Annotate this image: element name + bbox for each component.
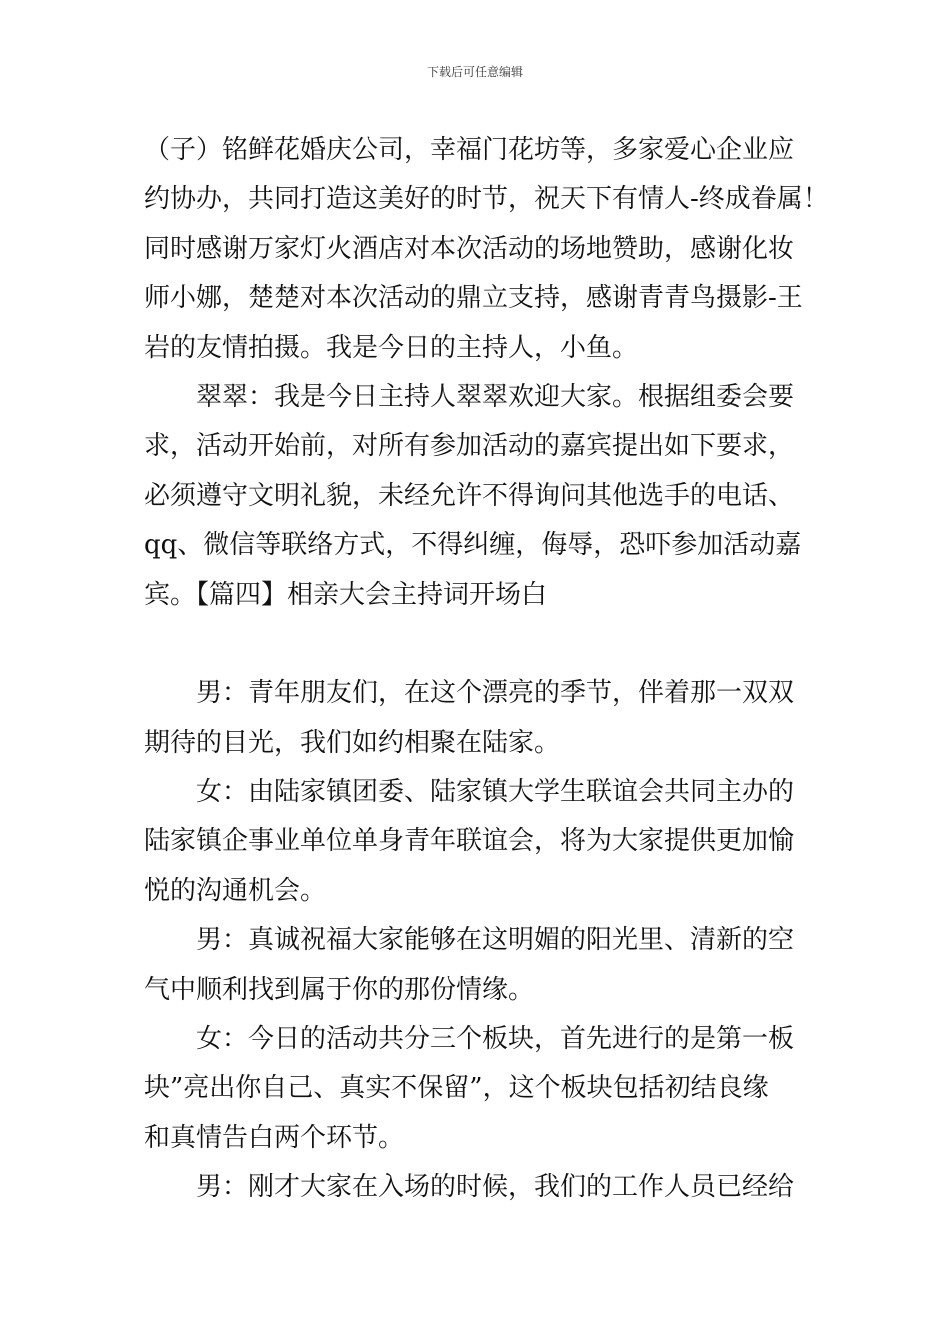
text-line: 男：真诚祝福大家能够在这明媚的阳光里、清新的空: [144, 925, 795, 956]
document-body: [144, 126, 829, 1213]
text-line: 气中顺利找到属于你的那份情缘。: [144, 974, 535, 1005]
text-line: 期待的目光，我们如约相聚在陆家。: [144, 727, 561, 758]
text-line: 女：今日的活动共分三个板块，首先进行的是第一板: [144, 1024, 795, 1055]
text-line: 必须遵守文明礼貌，未经允许不得询问其他选手的电话、: [144, 480, 795, 511]
text-line: 岩的友情拍摄。我是今日的主持人，小鱼。: [144, 332, 639, 363]
text-line: 男：青年朋友们，在这个漂亮的季节，伴着那一双双: [144, 678, 795, 709]
blank-line: [144, 620, 812, 669]
text-line: 陆家镇企事业单位单身青年联谊会，将为大家提供更加愉: [144, 826, 795, 857]
text-line: 翠翠：我是今日主持人翠翠欢迎大家。根据组委会要: [144, 381, 795, 412]
text-line: 同时感谢万家灯火酒店对本次活动的场地赞助，感谢化妆: [144, 233, 795, 264]
text-line: qq、微信等联络方式，不得纠缠，侮辱，恐吓参加活动嘉: [144, 530, 802, 561]
text-line: 块”亮出你自己、真实不保留”，这个板块包括初结良缘: [144, 1073, 769, 1104]
section-heading-line: 宾。【篇四】相亲大会主持词开场白: [144, 579, 548, 610]
text-line: 师小娜，楚楚对本次活动的鼎立支持，感谢青青鸟摄影-王: [144, 283, 803, 314]
text-line: 和真情告白两个环节。: [144, 1122, 405, 1153]
page-header: 下载后可任意编辑: [426, 65, 523, 79]
text-line: 悦的沟通机会。: [144, 875, 327, 906]
text-line: （子）铭鲜花婚庆公司，幸福门花坊等，多家爱心企业应: [144, 135, 795, 165]
text-line: 女：由陆家镇团委、陆家镇大学生联谊会共同主办的: [144, 777, 795, 808]
text-line: 男：刚才大家在入场的时候，我们的工作人员已经给: [144, 1172, 795, 1203]
text-line: 求，活动开始前，对所有参加活动的嘉宾提出如下要求，: [144, 431, 795, 462]
text-line: 约协办，共同打造这美好的时节，祝天下有情人-终成眷属！: [144, 184, 829, 215]
